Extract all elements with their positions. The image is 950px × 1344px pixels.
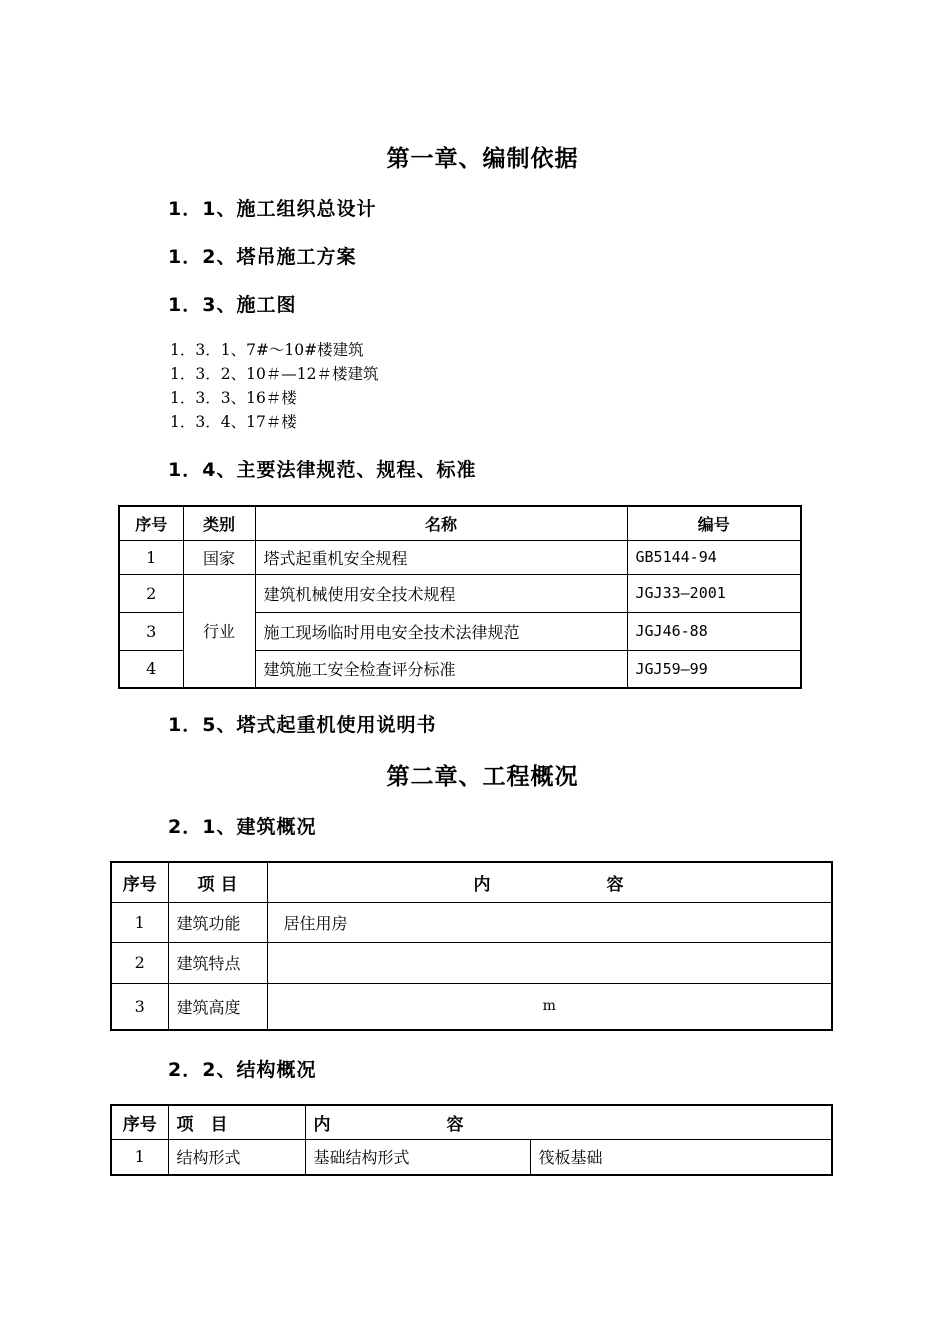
section-1-2: 1．2、塔吊施工方案 xyxy=(168,246,357,268)
section-1-5: 1．5、塔式起重机使用说明书 xyxy=(168,714,437,736)
row-no: 1 xyxy=(111,902,168,942)
row-item: 建筑高度 xyxy=(168,983,267,1030)
header-no: 序号 xyxy=(119,506,183,540)
table-row xyxy=(111,942,832,983)
header-item: 项 目 xyxy=(168,1105,305,1139)
table-row xyxy=(119,574,801,612)
row-name: 建筑施工安全检查评分标准 xyxy=(255,650,627,688)
section-1-4: 1．4、主要法律规范、规程、标准 xyxy=(168,459,477,481)
row-no: 3 xyxy=(119,612,183,650)
subsection-1-3-1: 1．3．1、7#～10#楼建筑 xyxy=(170,341,364,359)
row-item: 建筑特点 xyxy=(168,942,267,983)
row-name: 施工现场临时用电安全技术法律规范 xyxy=(255,612,627,650)
table-row xyxy=(111,1139,832,1175)
row-no: 1 xyxy=(119,540,183,574)
chapter-1-title: 第一章、编制依据 xyxy=(386,146,579,172)
row-no: 3 xyxy=(111,983,168,1030)
building-overview-table xyxy=(110,861,833,1031)
table-header-row xyxy=(119,506,801,540)
row-code: GB5144-94 xyxy=(627,540,801,574)
subsection-1-3-2: 1．3．2、10＃—12＃楼建筑 xyxy=(170,365,379,383)
row-value: 筏板基础 xyxy=(530,1139,832,1175)
section-2-1: 2．1、建筑概况 xyxy=(168,816,317,838)
row-code: JGJ33—2001 xyxy=(627,574,801,612)
structure-overview-table xyxy=(110,1104,833,1176)
chapter-2-title: 第二章、工程概况 xyxy=(386,764,579,790)
header-item: 项 目 xyxy=(168,862,267,902)
subsection-1-3-4: 1．3．4、17＃楼 xyxy=(170,413,297,431)
row-item: 结构形式 xyxy=(168,1139,305,1175)
subsection-1-3-3: 1．3．3、16＃楼 xyxy=(170,389,297,407)
row-no: 2 xyxy=(119,574,183,612)
row-sub: 基础结构形式 xyxy=(305,1139,530,1175)
header-no: 序号 xyxy=(111,1105,168,1139)
row-category: 行业 xyxy=(183,574,255,688)
header-content: 内 容 xyxy=(305,1105,832,1139)
row-no: 1 xyxy=(111,1139,168,1175)
row-content xyxy=(267,942,832,983)
row-code: JGJ59—99 xyxy=(627,650,801,688)
header-code: 编号 xyxy=(627,506,801,540)
row-content: 居住用房 xyxy=(267,902,832,942)
row-name: 建筑机械使用安全技术规程 xyxy=(255,574,627,612)
table-header-row xyxy=(111,862,832,902)
header-category: 类别 xyxy=(183,506,255,540)
header-name: 名称 xyxy=(255,506,627,540)
section-1-1: 1．1、施工组织总设计 xyxy=(168,198,377,220)
row-content: m xyxy=(267,983,832,1030)
table-row xyxy=(111,983,832,1030)
section-2-2: 2．2、结构概况 xyxy=(168,1059,317,1081)
table-row xyxy=(111,902,832,942)
row-no: 4 xyxy=(119,650,183,688)
row-no: 2 xyxy=(111,942,168,983)
header-no: 序号 xyxy=(111,862,168,902)
row-category: 国家 xyxy=(183,540,255,574)
row-name: 塔式起重机安全规程 xyxy=(255,540,627,574)
row-code: JGJ46-88 xyxy=(627,612,801,650)
regulations-table xyxy=(118,505,802,689)
table-row xyxy=(119,540,801,574)
section-1-3: 1．3、施工图 xyxy=(168,294,297,316)
table-header-row xyxy=(111,1105,832,1139)
row-item: 建筑功能 xyxy=(168,902,267,942)
header-content: 内 容 xyxy=(267,862,832,902)
